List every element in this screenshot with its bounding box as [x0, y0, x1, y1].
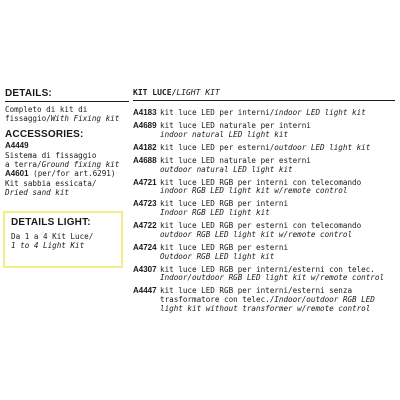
- kit-item: [133, 200, 395, 218]
- details-line-2: fissaggio/With Fixing kit: [5, 114, 120, 124]
- details-light-box: [3, 211, 123, 268]
- kit-code: A4688: [133, 155, 157, 165]
- left-column: [5, 88, 129, 197]
- kit-code: A4722: [133, 221, 157, 231]
- kit-code: A4447: [133, 286, 157, 296]
- kit-item: [133, 157, 395, 175]
- accessory-line: a terra/Ground fixing kit: [5, 160, 120, 170]
- kit-column: [133, 88, 395, 318]
- details-light-title: DETAILS LIGHT:: [11, 217, 91, 228]
- kit-item: [133, 144, 395, 153]
- kit-desc: kit luce LED per interni/indoor LED light kit: [160, 108, 366, 117]
- kit-desc: kit luce LED RGB per interni con telecomando indoor RGB LED light kit w/remote control: [160, 177, 362, 196]
- kit-item: [133, 287, 395, 313]
- kit-item: [133, 244, 395, 262]
- kit-code: A4724: [133, 242, 157, 252]
- kit-desc: kit luce LED RGB per interni/esterni con telec. Indoor/outdoor RGB LED light kit w/remote control: [160, 264, 385, 283]
- details-title: DETAILS:: [5, 88, 129, 102]
- kit-desc: kit luce LED RGB per esterni con telecomando outdoor RGB LED light kit w/remote control: [160, 221, 362, 239]
- kit-code: A4182: [133, 142, 157, 152]
- details-light-line-1: Da 1 a 4 Kit Luce/: [11, 232, 94, 241]
- kit-item: [133, 179, 395, 197]
- kit-desc: kit luce LED RGB per interni Indoor RGB LED light kit: [160, 199, 289, 218]
- kit-code: A4183: [133, 108, 157, 117]
- kit-desc: kit luce LED RGB per interni/esterni senza trasformatore con telec./Indoor/outdoor RGB LED light kit without transformer w/remote control: [160, 286, 375, 314]
- kit-item: [133, 109, 395, 118]
- kit-code: A4721: [133, 177, 157, 187]
- kit-title: KIT LUCE/LIGHT KIT: [133, 88, 395, 101]
- kit-desc: kit luce LED per esterni/outdoor LED light kit: [160, 142, 371, 152]
- kit-item: [133, 222, 395, 240]
- kit-code: A4689: [133, 120, 157, 130]
- details-line-1: Completo di kit di: [5, 105, 88, 114]
- accessory-code: A4601 (per/for art.6291): [5, 169, 116, 179]
- accessory-line: Kit sabbia essicata/: [5, 179, 97, 188]
- accessories-list: [5, 141, 129, 197]
- accessory-line: Dried sand kit: [5, 188, 70, 198]
- accessory-code: A4449: [5, 141, 29, 151]
- kit-item: [133, 122, 395, 140]
- kit-code: A4723: [133, 199, 157, 209]
- kit-desc: kit luce LED RGB per esterni Outdoor RGB LED light kit: [160, 242, 289, 261]
- details-light-line-2: 1 to 4 Light Kit: [11, 241, 85, 251]
- details-body: [5, 105, 129, 123]
- accessory-line: Sistema di fissaggio: [5, 151, 97, 160]
- kit-item: [133, 266, 395, 284]
- kit-desc: kit luce LED naturale per interni indoor natural LED light kit: [160, 120, 311, 139]
- accessories-title: ACCESSORIES:: [5, 129, 84, 141]
- kit-desc: kit luce LED naturale per esterni outdoor natural LED light kit: [160, 155, 311, 174]
- kit-code: A4307: [133, 264, 157, 274]
